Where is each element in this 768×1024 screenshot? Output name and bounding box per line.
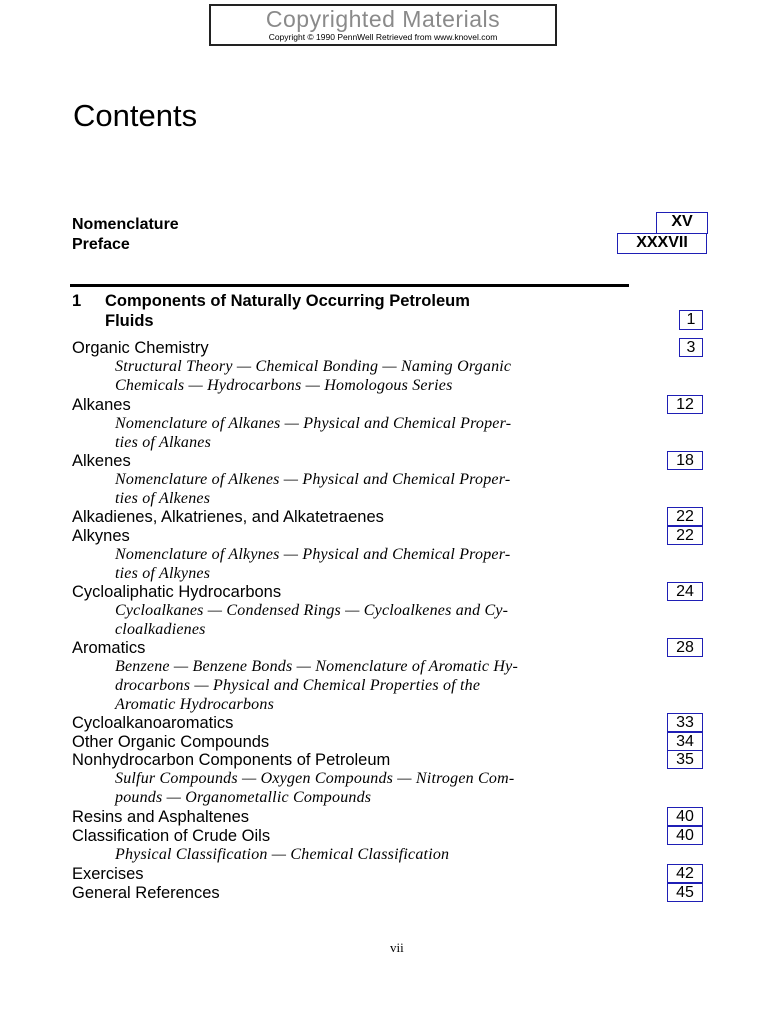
copyright-banner: [209, 4, 557, 46]
page-link-general-references[interactable]: 45: [667, 883, 703, 902]
toc-entry-nonhydrocarbon-components[interactable]: Nonhydrocarbon Components of Petroleum: [72, 751, 391, 769]
page-link-alkynes[interactable]: 22: [667, 526, 703, 545]
subentry-line: Sulfur Compounds — Oxygen Compounds — Nitrogen Com-: [115, 770, 515, 787]
page-link-cycloaliphatic-hydrocarbons[interactable]: 24: [667, 582, 703, 601]
subentry-line: cloalkadienes: [115, 621, 206, 638]
page-link-classification-of-crude-oils[interactable]: 40: [667, 826, 703, 845]
chapter-title-line1: Components of Naturally Occurring Petroleum: [105, 292, 470, 310]
page-link-preface[interactable]: XXXVII: [617, 233, 707, 254]
page-link-chapter-1[interactable]: 1: [679, 310, 703, 330]
subentry-line: pounds — Organometallic Compounds: [115, 789, 372, 806]
subentry-line: Benzene — Benzene Bonds — Nomenclature of Aromatic Hy-: [115, 658, 519, 675]
page-link-organic-chemistry[interactable]: 3: [679, 338, 703, 357]
toc-entry-preface[interactable]: Preface: [72, 236, 130, 253]
page-number: vii: [390, 940, 404, 955]
subentry-line: Physical Classification — Chemical Classification: [115, 846, 450, 863]
toc-entry-alkadienes[interactable]: Alkadienes, Alkatrienes, and Alkatetraenes: [72, 508, 384, 526]
toc-entry-classification-of-crude-oils[interactable]: Classification of Crude Oils: [72, 827, 271, 845]
subentry-line: drocarbons — Physical and Chemical Properties of the: [115, 677, 481, 694]
subentry-line: ties of Alkynes: [115, 565, 211, 582]
subentry-line: ties of Alkenes: [115, 490, 211, 507]
toc-entry-nomenclature[interactable]: Nomenclature: [72, 216, 179, 233]
chapter-title-line2: Fluids: [105, 312, 154, 330]
page-link-alkenes[interactable]: 18: [667, 451, 703, 470]
subentry-line: ties of Alkanes: [115, 434, 212, 451]
subentry-line: Cycloalkanes — Condensed Rings — Cycloalkenes and Cy-: [115, 602, 509, 619]
page-link-alkadienes[interactable]: 22: [667, 507, 703, 526]
subentry-line: Nomenclature of Alkynes — Physical and Chemical Proper-: [115, 546, 511, 563]
banner-subtitle: Copyright © 1990 PennWell Retrieved from www.knovel.com: [268, 32, 498, 42]
page-link-aromatics[interactable]: 28: [667, 638, 703, 657]
subentry-line: Structural Theory — Chemical Bonding — Naming Organic: [115, 358, 512, 375]
chapter-number: 1: [72, 292, 82, 310]
subentry-line: Nomenclature of Alkenes — Physical and Chemical Proper-: [115, 471, 511, 488]
chapter-title[interactable]: [105, 291, 470, 331]
chapter-divider: [70, 284, 629, 287]
toc-entry-organic-chemistry[interactable]: Organic Chemistry: [72, 339, 209, 357]
page-link-cycloalkanoaromatics[interactable]: 33: [667, 713, 703, 732]
toc-entry-alkynes[interactable]: Alkynes: [72, 527, 130, 545]
toc-entry-aromatics[interactable]: Aromatics: [72, 639, 146, 657]
subentry-line: Aromatic Hydrocarbons: [115, 696, 274, 713]
page-link-exercises[interactable]: 42: [667, 864, 703, 883]
banner-title: Copyrighted Materials: [265, 6, 501, 32]
page-link-nomenclature[interactable]: XV: [656, 212, 708, 234]
page-link-resins-and-asphaltenes[interactable]: 40: [667, 807, 703, 826]
toc-entry-resins-and-asphaltenes[interactable]: Resins and Asphaltenes: [72, 808, 250, 826]
toc-entry-other-organic-compounds[interactable]: Other Organic Compounds: [72, 733, 270, 751]
toc-entry-general-references[interactable]: General References: [72, 884, 220, 902]
toc-entry-cycloaliphatic-hydrocarbons[interactable]: Cycloaliphatic Hydrocarbons: [72, 583, 282, 601]
page-link-alkanes[interactable]: 12: [667, 395, 703, 414]
page-link-other-organic-compounds[interactable]: 34: [667, 732, 703, 751]
toc-entry-alkanes[interactable]: Alkanes: [72, 396, 131, 414]
toc-entry-cycloalkanoaromatics[interactable]: Cycloalkanoaromatics: [72, 714, 234, 732]
subentry-line: Nomenclature of Alkanes — Physical and Chemical Proper-: [115, 415, 512, 432]
page-link-nonhydrocarbon-components[interactable]: 35: [667, 750, 703, 769]
page-heading: Contents: [73, 98, 198, 133]
toc-entry-exercises[interactable]: Exercises: [72, 865, 144, 883]
toc-entry-alkenes[interactable]: Alkenes: [72, 452, 131, 470]
subentry-line: Chemicals — Hydrocarbons — Homologous Series: [115, 377, 453, 394]
